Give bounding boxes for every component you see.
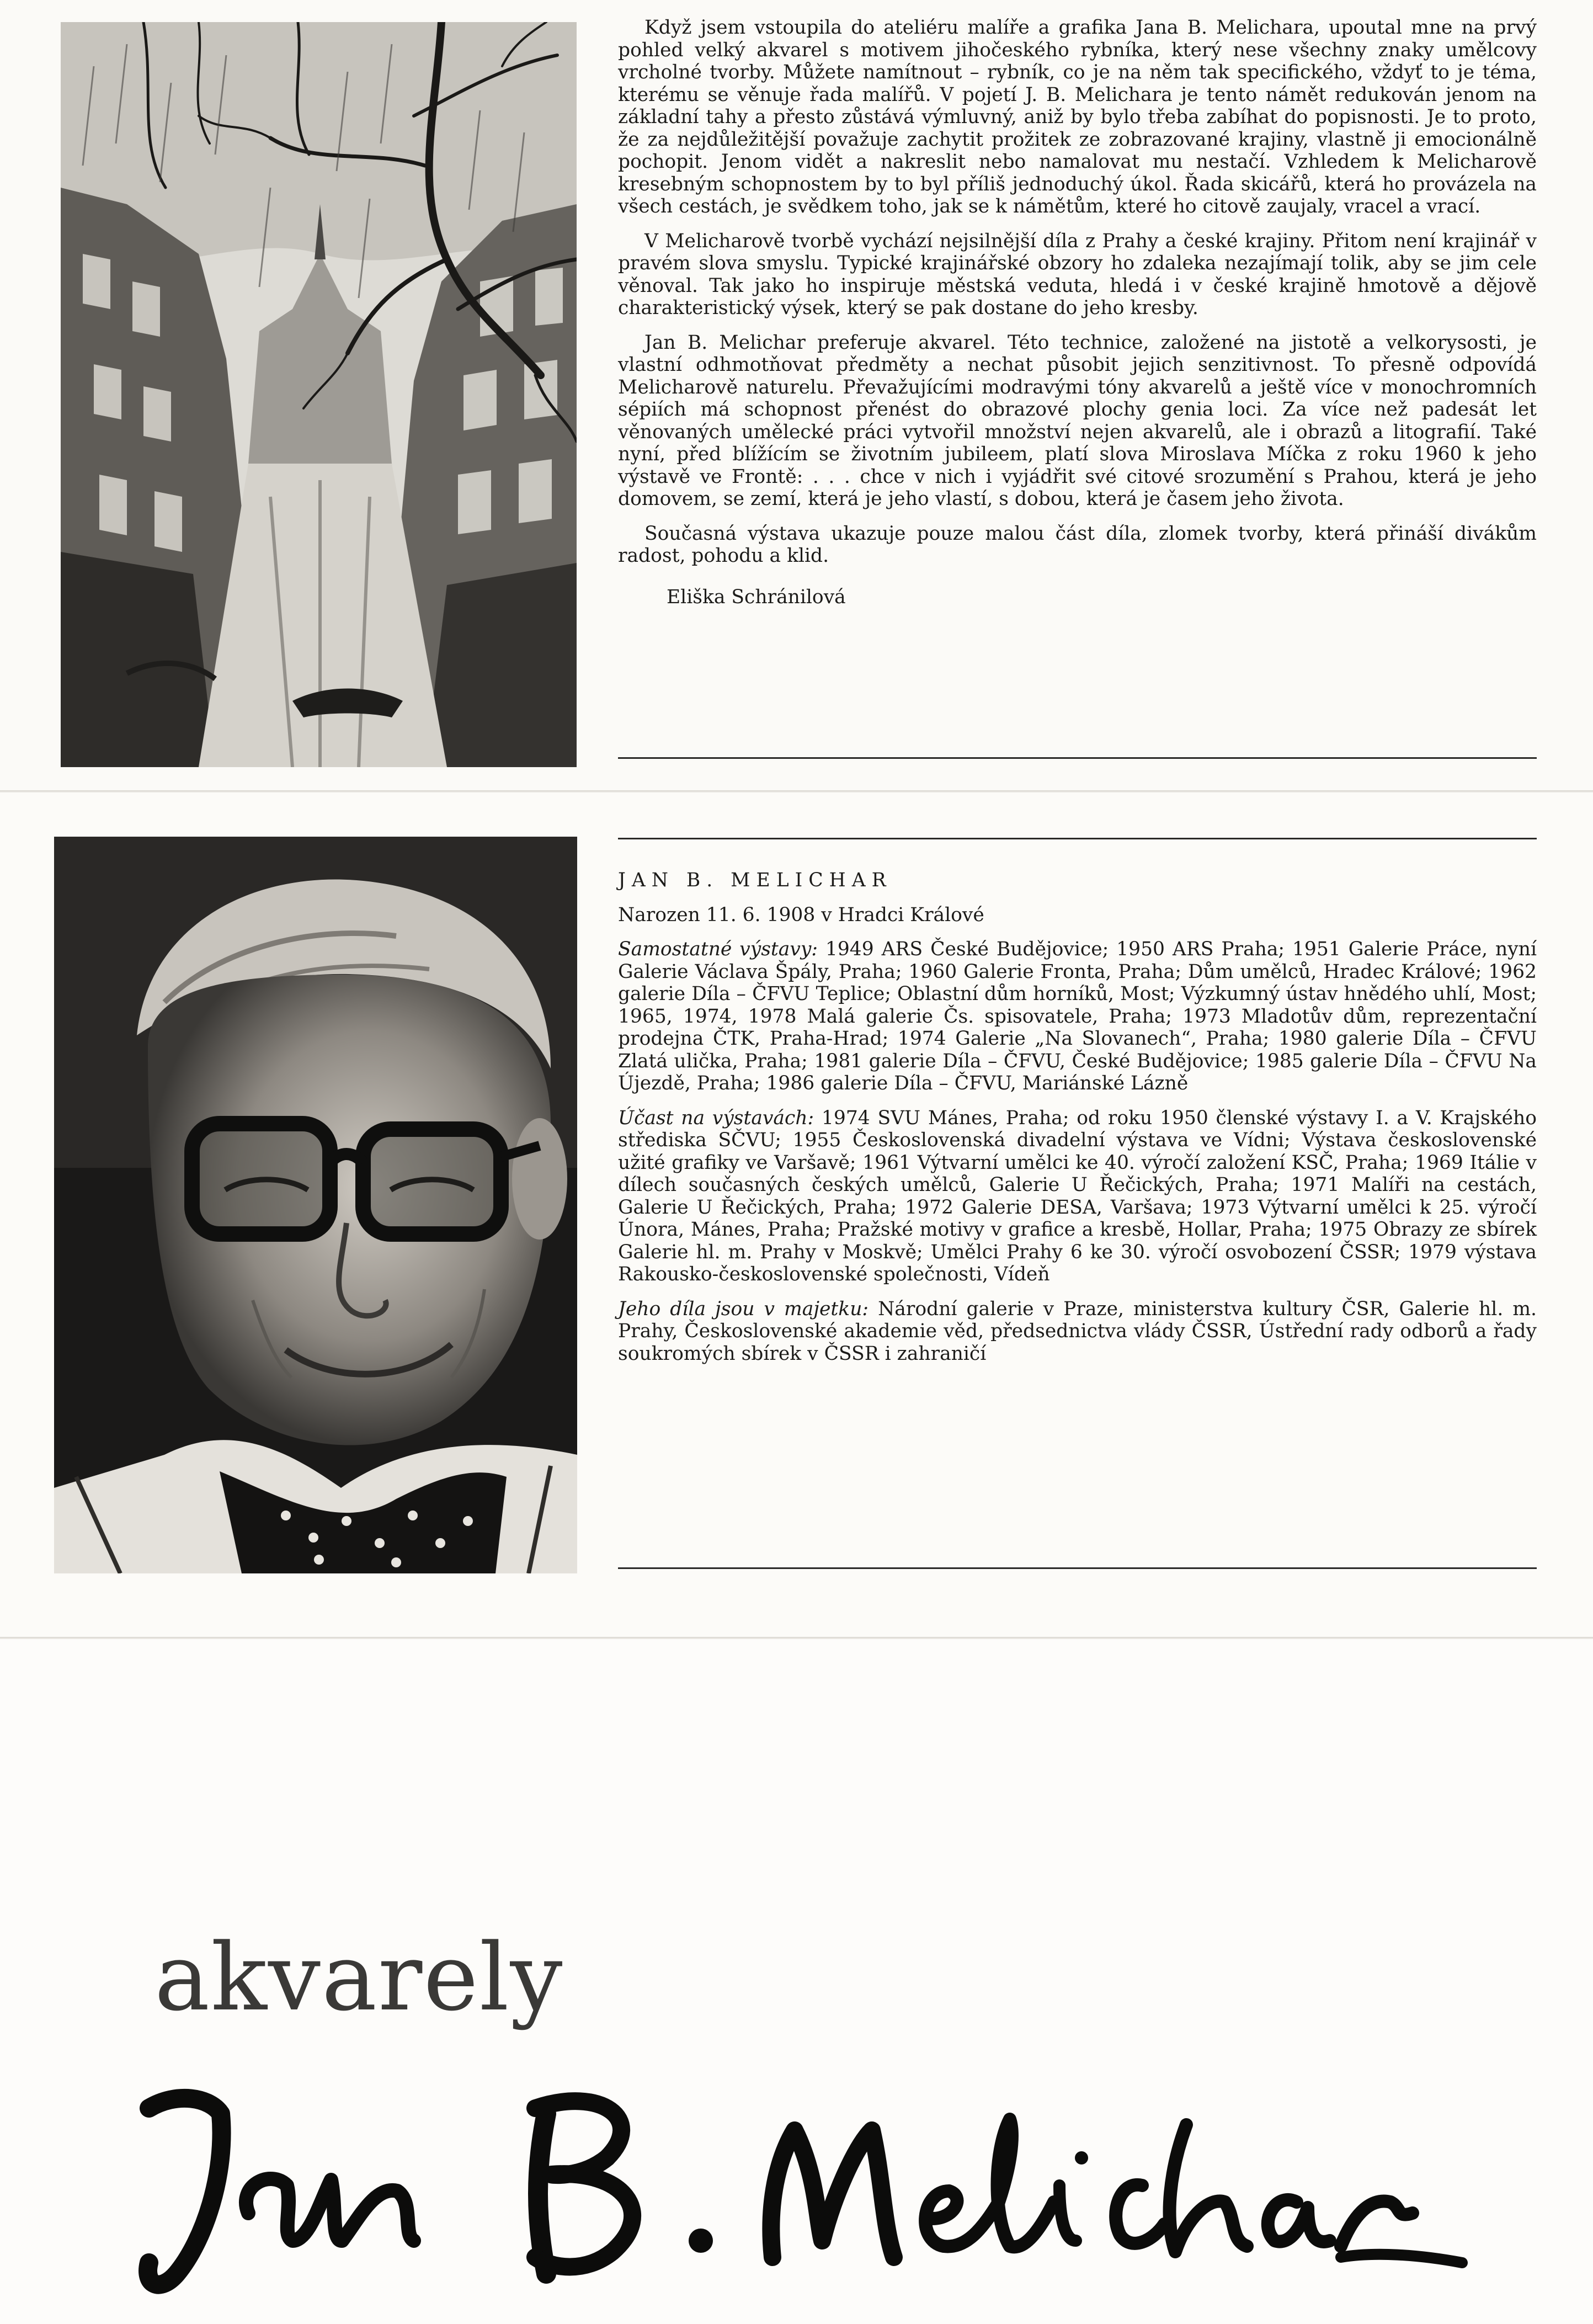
intro-paragraph: V Melicharově tvorbě vychází nejsilnější díla z Prahy a české krajiny. Přitom není krajinář v pravém slova smyslu. Typické krajinářské obzory ho zdaleka nezajímají tolik, aby se jim cele věnoval. Tak jako ho inspiruje městská veduta, hledá i v české krajině hmotově a dějově charakteristický výsek, který se pak dostane do jeho kresby.	[618, 230, 1537, 319]
solo-exhibitions-label: Samostatné výstavy:	[618, 938, 818, 960]
solo-exhibitions	[618, 938, 1537, 1095]
page-fold-divider	[0, 1637, 1593, 1639]
artist-biography	[618, 869, 1537, 1377]
solo-exhibitions-text: 1949 ARS České Budějovice; 1950 ARS Praha; 1951 Galerie Práce, nyní Galerie Václava Špály, Praha; 1960 Galerie Fronta, Praha; Dům umělců, Hradec Králové; 1962 galerie Díla – ČFVU Teplice; Oblastní dům horníků, Most; Výzkumný ústav hnědého uhlí, Most; 1965, 1974, 1978 Malá galerie Čs. spisovatele, Praha; 1973 Mladotův dům, reprezentační prodejna ČTK, Praha-Hrad; 1974 Galerie „Na Slovanech“, Praha; 1980 galerie Díla – ČFVU Zlatá ulička, Praha; 1981 galerie Díla – ČFVU, České Budějovice; 1985 galerie Díla – ČFVU Na Újezdě, Praha; 1986 galerie Díla – ČFVU, Mariánské Lázně	[618, 938, 1537, 1094]
horizontal-rule	[618, 1567, 1537, 1569]
essay-author: Eliška Schránilová	[667, 586, 846, 608]
intro-essay	[618, 17, 1537, 608]
group-exhibitions-label: Účast na výstavách:	[618, 1107, 814, 1129]
intro-paragraph: Současná výstava ukazuje pouze malou část díla, zlomek tvorby, která přináší divákům radost, pohodu a klid.	[618, 522, 1537, 567]
watercolor-street-painting	[61, 22, 577, 767]
group-exhibitions-text: 1974 SVU Mánes, Praha; od roku 1950 členské výstavy I. a V. Krajského střediska SČVU; 1955 Československá divadelní výstava ve Vídni; Výstava československé užité grafiky ve Varšavě; 1961 Výtvarní umělci ke 40. výročí založení KSČ, Praha; 1969 Itálie v dílech současných českých umělců, Galerie U Řečických, Praha; 1971 Malíři na cestách, Galerie U Řečických, Praha; 1972 Galerie DESA, Varšava; 1973 Výtvarní umělci k 25. výročí Února, Mánes, Praha; Pražské motivy v grafice a kresbě, Hollar, Praha; 1975 Obrazy ze sbírek Galerie hl. m. Prahy v Moskvě; Umělci Prahy 6 ke 30. výročí osvobození ČSSR; 1979 výstava Rakousko-československé společnosti, Vídeň	[618, 1107, 1537, 1285]
horizontal-rule	[618, 838, 1537, 839]
collections	[618, 1298, 1537, 1365]
artist-portrait-photo	[54, 837, 577, 1573]
horizontal-rule	[618, 757, 1537, 759]
collections-text: Národní galerie v Praze, ministerstva kultury ČSR, Galerie hl. m. Prahy, Československé akademie věd, předsednictva vlády ČSSR, Ústřední rady odborů a řady soukromých sbírek v ČSSR i zahraničí	[618, 1297, 1537, 1365]
artist-birth: Narozen 11. 6. 1908 v Hradci Králové	[618, 903, 984, 926]
page-fold-divider	[0, 790, 1593, 793]
group-exhibitions	[618, 1107, 1537, 1286]
collections-label: Jeho díla jsou v majetku:	[618, 1297, 869, 1320]
cover-title: akvarely	[154, 1923, 564, 2031]
handwritten-signature	[127, 2075, 1473, 2307]
intro-paragraph: Jan B. Melichar preferuje akvarel. Této technice, založené na jistotě a velkorysosti, je vlastní odhmotňovat předměty a nechat působit jejich senzitivnost. To přesně odpovídá Melicharově naturelu. Převažujícími modravými tóny akvarelů a ještě více v monochromních sépiích má schopnost přenést do obrazové plochy genia loci. Za více než padesát let věnovaných umělecké práci vytvořil množství nejen akvarelů, ale i obrazů a litografií. Také nyní, před blížícím se životním jubileem, platí slova Miroslava Míčka z roku 1960 k jeho výstavě ve Frontě: . . . chce v nich i vyjádřit své citové srozumění s Prahou, která je jeho domovem, se zemí, která je jeho vlastí, s dobou, která je časem jeho života.	[618, 331, 1537, 510]
intro-paragraph: Když jsem vstoupila do ateliéru malíře a grafika Jana B. Melichara, upoutal mne na prvý pohled velký akvarel s motivem jihočeského rybníka, který nese všechny znaky umělcovy vrcholné tvorby. Můžete namítnout – rybník, co je na něm tak specifického, vždyť to je téma, kterému se věnuje řada malířů. V pojetí J. B. Melichara je tento námět redukován jenom na základní tahy a přesto zůstává výmluvný, aniž by bylo třeba zabíhat do popisnosti. Je to proto, že za nejdůležitější považuje zachytit prožitek ze zobrazované krajiny, vlastně ji emocionálně pochopit. Jenom vidět a nakreslit nebo namalovat mu nestačí. Vzhledem k Melicharově kresebným schopnostem by to byl příliš jednoduchý úkol. Řada skicářů, která ho provázela na všech cestách, je svědkem toho, jak se k námětům, které ho citově zaujaly, vracel a vrací.	[618, 17, 1537, 217]
artist-name: JAN B. MELICHAR	[618, 869, 892, 891]
